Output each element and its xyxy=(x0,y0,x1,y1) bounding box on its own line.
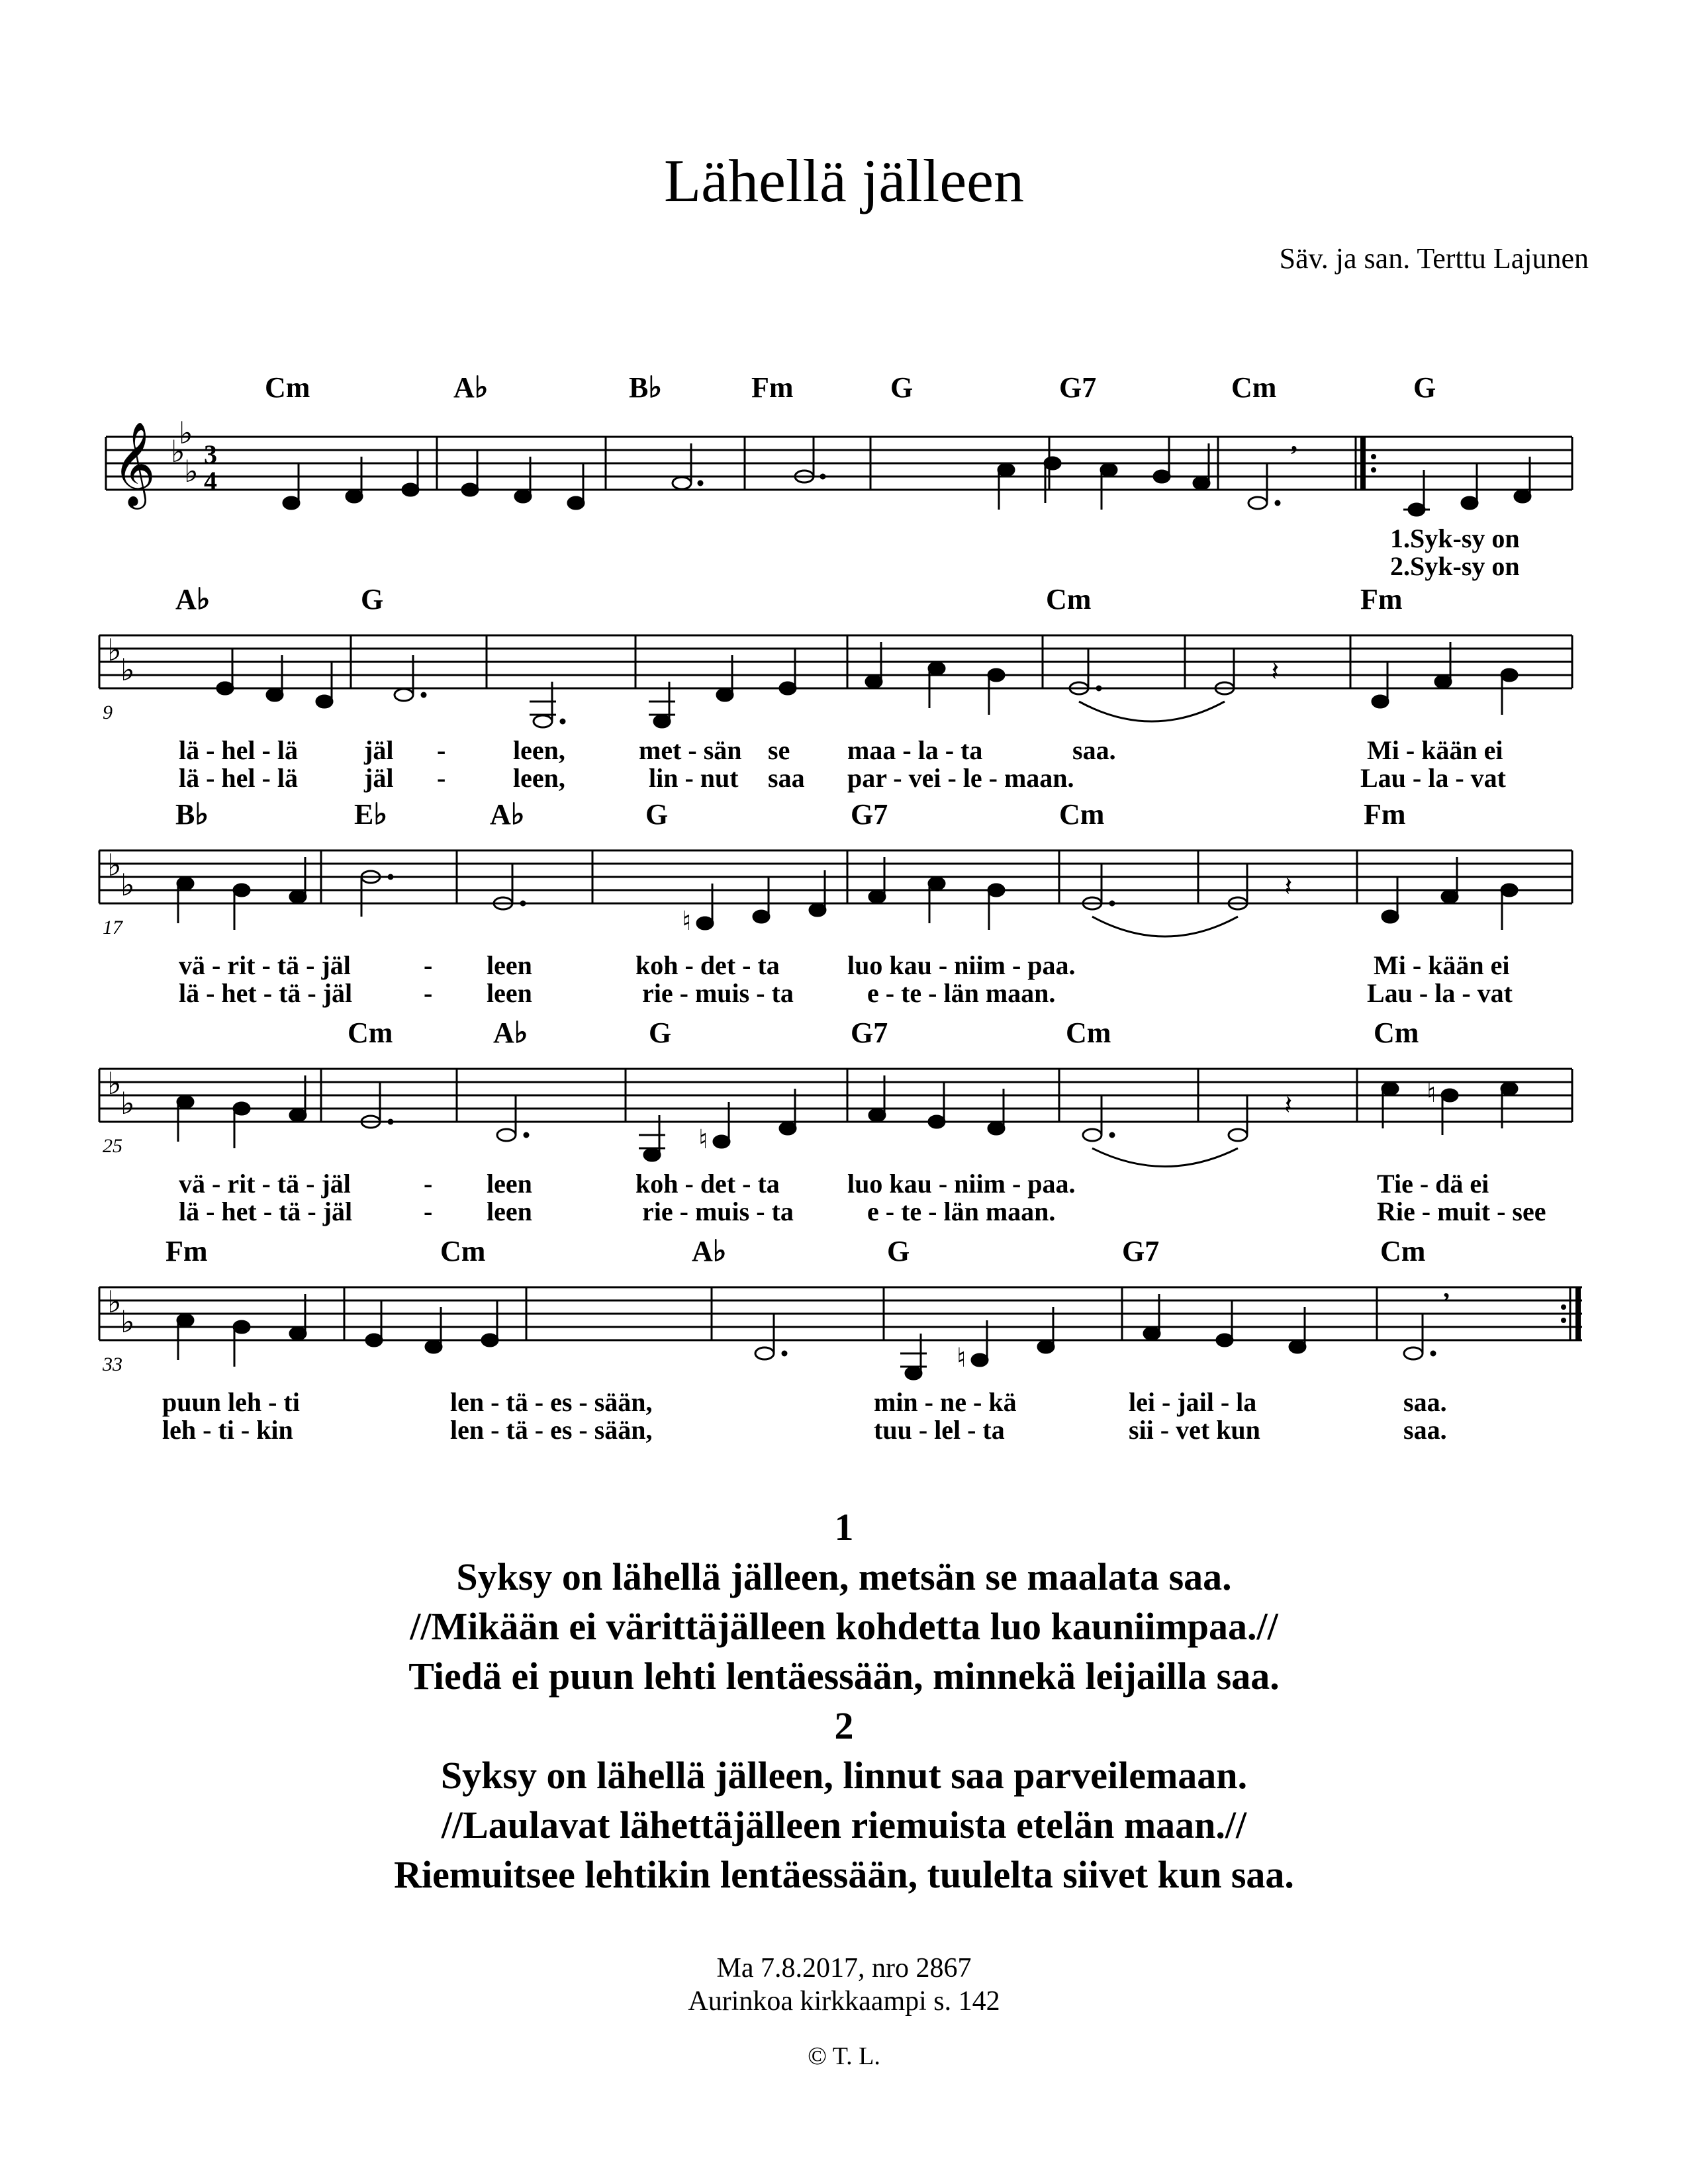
staff-33-notation xyxy=(99,1234,1589,1453)
lyric-line-2: tuu - lel - ta xyxy=(874,1415,1005,1445)
lyric-line-1: lä - hel - lä xyxy=(179,735,298,765)
chord-symbol: Cm xyxy=(348,1017,393,1049)
svg-text:𝄞: 𝄞 xyxy=(113,421,156,506)
chord-symbol: A♭ xyxy=(493,1017,528,1049)
lyric-line-1: - xyxy=(437,735,446,765)
lyric-line-2: Lau - la - vat xyxy=(1367,978,1513,1008)
lyric-line-2: leen, xyxy=(513,763,565,793)
chord-symbol: Cm xyxy=(1231,371,1277,404)
svg-text:♭: ♭ xyxy=(120,1085,135,1121)
svg-text:♮: ♮ xyxy=(698,1124,708,1155)
svg-text:𝄽: 𝄽 xyxy=(1284,872,1293,902)
lyric-line-2: - xyxy=(437,763,446,793)
chord-symbol: A♭ xyxy=(453,371,489,404)
chord-symbol: G xyxy=(1413,371,1436,404)
verse-number: 1 xyxy=(834,1506,854,1549)
svg-text:3: 3 xyxy=(204,439,217,469)
staff-1-notation xyxy=(99,371,1589,569)
lyric-line-1: Mi - kään ei xyxy=(1367,735,1503,765)
footer-date-number: Ma 7.8.2017, nro 2867 xyxy=(716,1953,972,1983)
lyric-line-2: 2.Syk-sy on xyxy=(1390,551,1520,581)
chord-symbol: Cm xyxy=(1066,1017,1111,1049)
lyric-line-1: saa. xyxy=(1403,1387,1447,1417)
lyric-line-2: leh - ti - kin xyxy=(162,1415,293,1445)
lyric-line-2: lä - hel - lä xyxy=(179,763,298,793)
chord-symbol: B♭ xyxy=(175,798,209,831)
svg-text:♮: ♮ xyxy=(682,906,692,936)
svg-text:♭: ♭ xyxy=(107,632,122,668)
lyric-line-2: Lau - la - vat xyxy=(1360,763,1506,793)
lyric-line-2: leen xyxy=(487,978,532,1008)
staff-system-33 xyxy=(99,1234,1589,1453)
lyric-line-1: koh - det - ta xyxy=(635,1169,780,1199)
lyric-line-1: leen, xyxy=(513,735,565,765)
lyric-line-1: se xyxy=(768,735,790,765)
lyric-line-2: saa. xyxy=(1403,1415,1447,1445)
measure-number: 25 xyxy=(103,1135,122,1157)
chord-symbol: G xyxy=(361,583,384,615)
svg-text:♭: ♭ xyxy=(107,1284,122,1320)
lyric-line-1: min - ne - kä xyxy=(874,1387,1017,1417)
chord-symbol: Cm xyxy=(1059,798,1105,831)
verse-line: //Mikään ei värittäjälleen kohdetta luo kauniimpaa.// xyxy=(410,1605,1278,1648)
staff-system-17 xyxy=(99,797,1589,1009)
lyric-line-1: - xyxy=(424,950,433,980)
chord-symbol: Fm xyxy=(165,1235,208,1267)
staff-system-25 xyxy=(99,1016,1589,1228)
chord-symbol: G7 xyxy=(1122,1235,1160,1267)
verse-line: Tiedä ei puun lehti lentäessään, minnekä leijailla saa. xyxy=(408,1655,1280,1698)
lyric-line-2: Rie - muit - see xyxy=(1377,1197,1546,1226)
svg-text:4: 4 xyxy=(204,466,217,496)
chord-symbol: G7 xyxy=(1059,371,1097,404)
lyric-line-2: rie - muis - ta xyxy=(642,1197,794,1226)
lyric-line-1: jäl xyxy=(364,735,394,765)
lyric-line-2: - xyxy=(424,1197,433,1226)
lyric-line-1: vä - rit - tä - jäl xyxy=(179,950,351,980)
svg-text:♭: ♭ xyxy=(107,1066,122,1101)
staff-system-1 xyxy=(99,371,1589,581)
chord-symbol: B♭ xyxy=(629,371,663,404)
verse-line: //Laulavat lähettäjälleen riemuista etelän maan.// xyxy=(441,1803,1247,1846)
chord-symbol: Fm xyxy=(751,371,794,404)
footer-source: Aurinkoa kirkkaampi s. 142 xyxy=(688,1986,1000,2017)
svg-text:𝄽: 𝄽 xyxy=(1271,657,1280,687)
lyric-line-1: luo kau - niim - paa. xyxy=(847,950,1076,980)
song-title: Lähellä jälleen xyxy=(663,147,1024,214)
lyric-line-2: lä - het - tä - jäl xyxy=(179,1197,353,1226)
chord-symbol: G xyxy=(890,371,914,404)
lyric-line-2: lin - nut xyxy=(649,763,739,793)
verse-line: Syksy on lähellä jälleen, linnut saa parveilemaan. xyxy=(440,1754,1248,1797)
lyric-line-1: maa - la - ta xyxy=(847,735,983,765)
svg-text:♭: ♭ xyxy=(120,652,135,688)
lyric-line-1: saa. xyxy=(1072,735,1116,765)
svg-text:♭: ♭ xyxy=(120,867,135,903)
lyric-line-2: sii - vet kun xyxy=(1129,1415,1260,1445)
chord-symbol: Cm xyxy=(265,371,310,404)
measure-number: 17 xyxy=(103,917,122,938)
svg-text:♮: ♮ xyxy=(957,1343,966,1373)
svg-text:♭: ♭ xyxy=(179,415,193,451)
lyric-line-1: puun leh - ti xyxy=(162,1387,300,1417)
lyric-line-2: saa xyxy=(768,763,805,793)
footer-copyright: © T. L. xyxy=(808,2042,880,2070)
lyric-line-2: lä - het - tä - jäl xyxy=(179,978,353,1008)
lyric-line-1: vä - rit - tä - jäl xyxy=(179,1169,351,1199)
lyric-line-2: e - te - län maan. xyxy=(867,978,1056,1008)
composer-credit: Säv. ja san. Terttu Lajunen xyxy=(1279,242,1589,275)
lyric-line-1: 1.Syk-sy on xyxy=(1390,523,1520,553)
chord-symbol: Cm xyxy=(1046,583,1092,615)
lyric-line-1: Mi - kään ei xyxy=(1374,950,1510,980)
lyric-line-1: luo kau - niim - paa. xyxy=(847,1169,1076,1199)
chord-symbol: A♭ xyxy=(490,798,525,831)
chord-symbol: G xyxy=(887,1235,910,1267)
measure-number: 33 xyxy=(103,1353,122,1375)
svg-text:𝄽: 𝄽 xyxy=(1284,1090,1293,1120)
lyric-line-2: e - te - län maan. xyxy=(867,1197,1056,1226)
lyric-line-2: par - vei - le - maan. xyxy=(847,763,1074,793)
chord-symbol: A♭ xyxy=(692,1235,727,1267)
svg-text:,: , xyxy=(1443,1273,1450,1303)
chord-symbol: G7 xyxy=(851,798,888,831)
lyric-line-1: koh - det - ta xyxy=(635,950,780,980)
chord-symbol: Cm xyxy=(1374,1017,1419,1049)
svg-text:,: , xyxy=(1291,426,1297,456)
lyric-line-1: - xyxy=(424,1169,433,1199)
chord-symbol: G7 xyxy=(851,1017,888,1049)
chord-symbol: Fm xyxy=(1364,798,1406,831)
chord-symbol: E♭ xyxy=(354,798,388,831)
chord-symbol: Cm xyxy=(440,1235,486,1267)
lyric-line-2: rie - muis - ta xyxy=(642,978,794,1008)
verse-texts xyxy=(0,1502,1688,1899)
lyric-line-2: leen xyxy=(487,1197,532,1226)
lyric-line-2: jäl xyxy=(364,763,394,793)
svg-text:♭: ♭ xyxy=(171,433,185,469)
chord-symbol: Cm xyxy=(1380,1235,1426,1267)
lyric-line-1: leen xyxy=(487,950,532,980)
measure-number: 9 xyxy=(103,702,113,723)
svg-text:♭: ♭ xyxy=(120,1304,135,1340)
verse-line: Riemuitsee lehtikin lentäessään, tuulelta siivet kun saa. xyxy=(394,1853,1294,1896)
svg-text:♭: ♭ xyxy=(107,847,122,883)
verse-number: 2 xyxy=(834,1704,854,1747)
lyric-line-2: len - tä - es - sään, xyxy=(450,1415,653,1445)
staff-system-9 xyxy=(99,582,1589,794)
chord-symbol: A♭ xyxy=(175,583,211,615)
lyric-line-1: Tie - dä ei xyxy=(1377,1169,1489,1199)
svg-text:♭: ♭ xyxy=(184,453,199,489)
lyric-line-1: met - sän xyxy=(639,735,742,765)
chord-symbol: G xyxy=(649,1017,672,1049)
chord-symbol: Fm xyxy=(1360,583,1403,615)
lyric-line-1: lei - jail - la xyxy=(1129,1387,1257,1417)
lyric-line-1: len - tä - es - sään, xyxy=(450,1387,653,1417)
svg-text:♮: ♮ xyxy=(1427,1078,1436,1109)
verse-line: Syksy on lähellä jälleen, metsän se maalata saa. xyxy=(456,1555,1232,1598)
chord-symbol: G xyxy=(645,798,669,831)
lyric-line-1: leen xyxy=(487,1169,532,1199)
lyric-line-2: - xyxy=(424,978,433,1008)
